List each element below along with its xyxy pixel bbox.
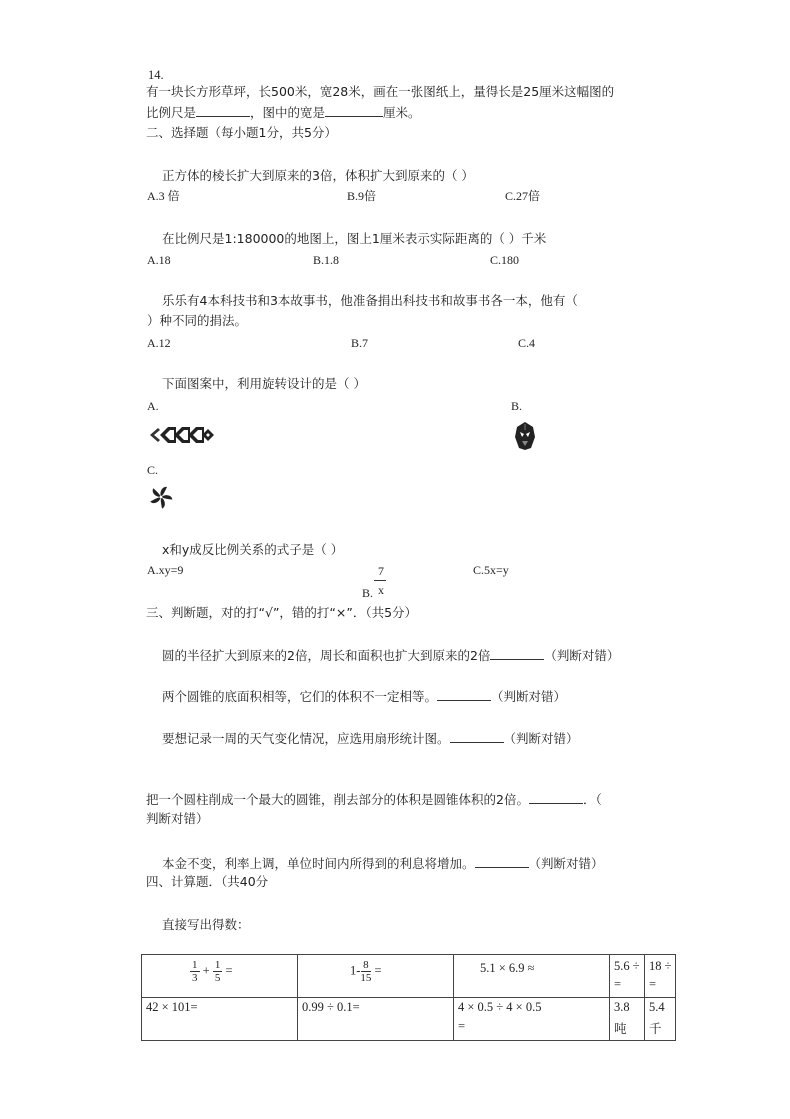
calc-cell-r2c1[interactable] — [142, 998, 298, 1041]
unit-text: 吨 — [614, 1022, 627, 1036]
fraction-numerator: 1 — [192, 959, 198, 971]
q14-blank-width[interactable] — [325, 103, 383, 117]
tf5-tail: （判断对错） — [528, 856, 604, 871]
equals-sign: = — [614, 977, 622, 991]
equals-sign: = — [374, 963, 382, 978]
mc3-option-b[interactable]: B.7 — [351, 336, 369, 350]
pattern-c-pinwheel-image[interactable] — [149, 484, 173, 510]
tf4-line2: 判断对错） — [146, 811, 209, 826]
q14-number: 14. — [148, 68, 164, 82]
mc2-option-a[interactable]: A.18 — [147, 253, 171, 267]
expression-text: 4 × 0.5 ÷ 4 × 0.5 — [458, 1000, 542, 1014]
pattern-b-mask-image[interactable] — [513, 421, 537, 451]
section4-heading: 四、计算题．（共40分 — [146, 874, 269, 889]
tf1 — [162, 646, 619, 665]
expression-text: 5.1 × 6.9 ≈ — [480, 961, 535, 975]
q14-text-b: ，图中的宽是 — [250, 105, 326, 120]
mc5-option-b-numerator: 7 — [378, 564, 384, 578]
mc2-stem: 在比例尺是1:180000的地图上，图上1厘米表示实际距离的（ ）千米 — [162, 231, 547, 246]
mc5-option-a[interactable]: A.xy=9 — [147, 563, 184, 577]
table-row — [142, 955, 676, 998]
q14-blank-scale[interactable] — [196, 103, 250, 117]
mc5-stem: x和y成反比例关系的式子是（ ） — [162, 542, 344, 557]
tf2-tail: （判断对错） — [491, 689, 567, 704]
tf3 — [162, 729, 579, 748]
calc-cell-r1c3[interactable] — [454, 955, 610, 998]
operator-plus: + — [202, 963, 210, 978]
equals-sign: = — [649, 977, 657, 991]
expression-text: 3.8 — [614, 1000, 630, 1014]
calc-cell-r1c1[interactable] — [142, 955, 298, 998]
mc5-option-b-label[interactable]: B. — [362, 586, 374, 600]
mc1-stem: 正方体的棱长扩大到原来的3倍，体积扩大到原来的（ ） — [162, 168, 474, 183]
expression-text: 0.99 ÷ 0.1= — [302, 1000, 360, 1014]
expression-text: 5.6 ÷ — [614, 959, 640, 973]
calc-cell-r2c3[interactable] — [454, 998, 610, 1041]
tf5-blank[interactable] — [475, 854, 529, 868]
expression-text: 5.4 — [649, 1000, 665, 1014]
table-row — [142, 998, 676, 1041]
tf4-text: 把一个圆柱削成一个最大的圆锥，削去部分的体积是圆锥体积的2倍。 — [146, 792, 529, 807]
expression-text: 18 ÷ — [649, 959, 672, 973]
tf4 — [146, 790, 602, 809]
mc2-option-c[interactable]: C.180 — [490, 253, 520, 267]
calc-table — [141, 954, 676, 1041]
mc5-option-b-denominator: x — [378, 583, 384, 597]
minuend: 1- — [350, 963, 361, 978]
mc4-option-a[interactable]: A. — [147, 399, 159, 413]
tf4-tail: ．（ — [582, 792, 602, 807]
calc-cell-r1c5[interactable] — [645, 955, 676, 998]
q14-line2 — [146, 103, 421, 122]
mc5-option-b-fraction-bar — [374, 580, 386, 581]
tf5 — [162, 854, 604, 873]
mc2-option-b[interactable]: B.1.8 — [313, 253, 340, 267]
expression-text: 42 × 101= — [146, 1000, 198, 1014]
mc4-option-b[interactable]: B. — [511, 399, 523, 413]
calc-cell-r2c2[interactable] — [298, 998, 454, 1041]
mc1-option-c[interactable]: C.27倍 — [505, 189, 541, 203]
q14-text-a: 比例尺是 — [146, 105, 197, 120]
equals-sign: = — [458, 1019, 466, 1033]
fraction-denominator: 15 — [360, 972, 372, 984]
section2-heading: 二、选择题（每小题1分，共5分） — [146, 125, 337, 140]
calc-cell-r2c5[interactable] — [645, 998, 676, 1041]
tf1-tail: （判断对错） — [544, 648, 620, 663]
tf2 — [162, 687, 566, 706]
mc3-stem-line2: ）种不同的捐法。 — [147, 313, 248, 328]
tf3-text: 要想记录一周的天气变化情况，应选用扇形统计图。 — [162, 731, 450, 746]
mc3-option-c[interactable]: C.4 — [518, 336, 536, 350]
mc1-option-b[interactable]: B.9倍 — [347, 189, 377, 203]
tf1-blank[interactable] — [490, 646, 544, 660]
tf3-tail: （判断对错） — [503, 731, 579, 746]
fraction-expression — [350, 959, 382, 984]
tf5-text: 本金不变，利率上调，单位时间内所得到的利息将增加。 — [162, 856, 475, 871]
q14-text-c: 厘米。 — [383, 105, 421, 120]
equals-sign: = — [225, 963, 233, 978]
tf1-text: 圆的半径扩大到原来的2倍，周长和面积也扩大到原来的2倍 — [162, 648, 491, 663]
tf3-blank[interactable] — [450, 729, 504, 743]
fraction-expression — [190, 959, 233, 984]
tf4-blank[interactable] — [529, 790, 583, 804]
mc3-option-a[interactable]: A.12 — [147, 336, 171, 350]
q14-line1: 有一块长方形草坪，长500米，宽28米，画在一张图纸上，量得长是25厘米这幅图的 — [146, 84, 615, 99]
mc4-stem: 下面图案中，利用旋转设计的是（ ） — [162, 376, 366, 391]
fraction-denominator: 5 — [214, 972, 221, 984]
tf2-blank[interactable] — [437, 687, 491, 701]
mc5-option-c[interactable]: C.5x=y — [473, 563, 509, 577]
section3-heading: 三、判断题，对的打“√”，错的打“×”．（共5分） — [146, 605, 418, 620]
calc-cell-r1c2[interactable] — [298, 955, 454, 998]
pattern-a-arrows-image[interactable] — [148, 425, 216, 445]
section4-subheading: 直接写出得数： — [162, 917, 250, 932]
calc-cell-r2c4[interactable] — [610, 998, 645, 1041]
fraction-numerator: 8 — [363, 959, 369, 971]
fraction-numerator: 1 — [214, 959, 221, 971]
calc-cell-r1c4[interactable] — [610, 955, 645, 998]
tf2-text: 两个圆锥的底面积相等，它们的体积不一定相等。 — [162, 689, 438, 704]
mc4-option-c[interactable]: C. — [147, 463, 159, 477]
mc3-stem-line1: 乐乐有4本科技书和3本故事书，他准备捐出科技书和故事书各一本，他有（ — [162, 293, 578, 308]
unit-text: 千 — [649, 1022, 662, 1036]
mc1-option-a[interactable]: A.3 倍 — [147, 189, 180, 203]
fraction-denominator: 3 — [192, 972, 198, 984]
